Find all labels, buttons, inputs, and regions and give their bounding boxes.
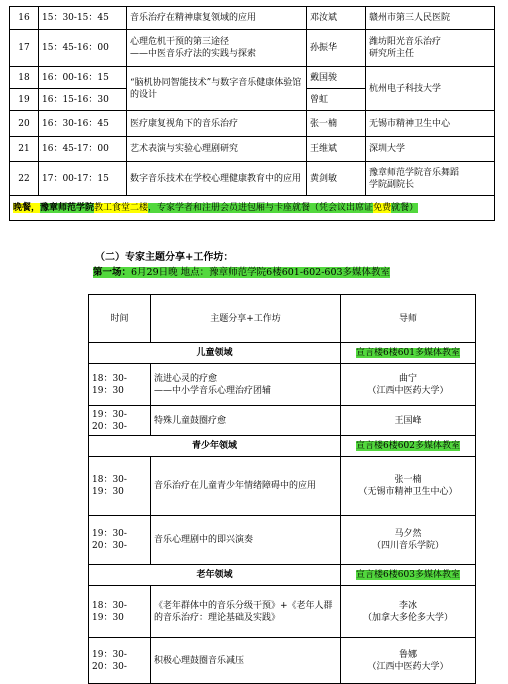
time-cell: 17：00-17：15 [39,162,127,196]
speaker-cell: 张一楠 [307,111,366,137]
row-number: 22 [10,162,39,196]
table-row [10,7,495,30]
topic-cell: 音乐治疗在儿童青少年情绪障碍中的应用 [151,457,341,516]
dinner-desc: ，专家学者和注册会员进包厢与卡座就餐（凭会议出席证 [148,202,374,213]
group-row [89,343,476,364]
dinner-notice [10,196,495,221]
org-cell: 豫章师范学院音乐舞蹈 学院副院长 [366,162,495,196]
topic-cell: 心理危机干预的第三途径 ——中医音乐疗法的实践与探索 [127,30,307,67]
mentor-cell: 鲁娜 （江西中医药大学） [341,638,476,684]
org-cell: 杭州电子科技大学 [366,67,495,111]
topic-cell: 艺术表演与实验心理剧研究 [127,137,307,162]
table-row [10,111,495,137]
header-mentor: 导师 [341,295,476,343]
topic-cell: 积极心理鼓圈音乐减压 [151,638,341,684]
org-cell: 赣州市第三人民医院 [366,7,495,30]
mentor-cell: 李冰 （加拿大多伦多大学） [341,586,476,638]
dinner-end: 就餐） [391,202,419,213]
table-row [10,30,495,67]
row-number: 18 [10,67,39,89]
section-title: （二）专家主题分享+工作坊： [95,252,234,263]
topic-cell: “脑机协同智能技术”与数字音乐健康体验馆的设计 [127,67,307,111]
time-cell: 15：45-16：00 [39,30,127,67]
session-info [93,266,390,279]
speaker-cell: 孙振华 [307,30,366,67]
row-number: 21 [10,137,39,162]
table-row [89,638,476,684]
dinner-free: 免费 [373,202,392,213]
topic-cell: 《老年群体中的音乐分级干预》+《老年人群的音乐治疗：理论基础及实践》 [151,586,341,638]
time-cell: 19：30- 20：30- [89,406,151,436]
time-cell: 18：30- 19：30 [89,457,151,516]
session-text: 6月29日晚 地点：豫章师范学院6楼601-602-603多媒体教室 [131,267,391,278]
schedule-table [9,6,495,221]
table-row [89,516,476,565]
mentor-cell: 张一楠 （无锡市精神卫生中心） [341,457,476,516]
room-label: 宣言楼6楼601多媒体教室 [356,348,460,358]
dinner-location: 教工食堂二楼 [94,202,149,213]
time-cell: 16：45-17：00 [39,137,127,162]
table-row [89,457,476,516]
topic-cell: 医疗康复视角下的音乐治疗 [127,111,307,137]
row-number: 17 [10,30,39,67]
time-cell: 18：30- 19：30 [89,364,151,406]
group-name: 老年领域 [89,565,341,586]
dinner-venue: 豫章师范学院 [40,202,95,213]
header-topic: 主题分享+工作坊 [151,295,341,343]
mentor-cell: 王国峰 [341,406,476,436]
time-cell: 18：30- 19：30 [89,586,151,638]
group-row [89,565,476,586]
table-row [10,137,495,162]
speaker-cell: 戴国骏 [307,67,366,89]
room-label: 宣言楼6楼602多媒体教室 [356,441,460,451]
mentor-cell: 曲宁 （江西中医药大学） [341,364,476,406]
time-cell: 16：15-16：30 [39,89,127,111]
mentor-cell: 马夕然 （四川音乐学院） [341,516,476,565]
speaker-cell: 王维斌 [307,137,366,162]
table-header-row [89,295,476,343]
header-time: 时间 [89,295,151,343]
topic-cell: 音乐治疗在精神康复领域的应用 [127,7,307,30]
row-number: 16 [10,7,39,30]
group-room [341,565,476,586]
topic-cell: 音乐心理剧中的即兴演奏 [151,516,341,565]
dinner-label: 晚餐， [13,202,41,213]
expert-table [88,294,476,684]
time-cell: 15：30-15：45 [39,7,127,30]
topic-cell: 流进心灵的疗愈 ——中小学音乐心理治疗团辅 [151,364,341,406]
speaker-cell: 曾虹 [307,89,366,111]
dinner-row [10,196,495,221]
speaker-cell: 邓汝斌 [307,7,366,30]
time-cell: 16：00-16：15 [39,67,127,89]
org-cell: 潍坊阳光音乐治疗 研究所主任 [366,30,495,67]
table-row [10,67,495,89]
table-row [10,162,495,196]
session-label: 第一场： [93,267,132,278]
topic-cell: 特殊儿童鼓圈疗愈 [151,406,341,436]
table-row [89,586,476,638]
group-room [341,343,476,364]
group-room [341,436,476,457]
speaker-cell: 黄剑敏 [307,162,366,196]
org-cell: 深圳大学 [366,137,495,162]
org-cell: 无锡市精神卫生中心 [366,111,495,137]
group-row [89,436,476,457]
table-row [89,406,476,436]
table-row [89,364,476,406]
group-name: 儿童领域 [89,343,341,364]
row-number: 20 [10,111,39,137]
time-cell: 19：30- 20：30- [89,516,151,565]
time-cell: 19：30- 20：30- [89,638,151,684]
room-label: 宣言楼6楼603多媒体教室 [356,570,460,580]
group-name: 青少年领域 [89,436,341,457]
topic-cell: 数字音乐技术在学校心理健康教育中的应用 [127,162,307,196]
row-number: 19 [10,89,39,111]
time-cell: 16：30-16：45 [39,111,127,137]
